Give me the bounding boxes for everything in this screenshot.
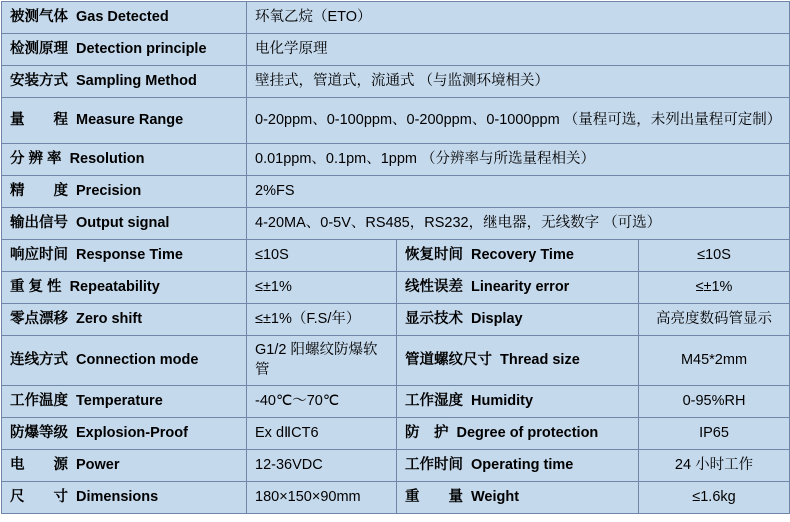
table-row [2, 450, 790, 482]
spec-label-cn: 检测原理 [10, 40, 68, 57]
spec-label-en: Repeatability [69, 278, 160, 295]
spec-label-en: Recovery Time [471, 246, 574, 263]
spec-label-cn: 响应时间 [10, 246, 68, 263]
spec-label-en: Power [76, 456, 120, 473]
spec-label-cell [2, 34, 247, 66]
spec-label-en: Connection mode [76, 351, 199, 368]
spec-label-en: Operating time [471, 456, 574, 473]
spec-label-en: Sampling Method [76, 72, 197, 89]
spec-value-cell: 24 小时工作 [639, 450, 790, 482]
spec-value-cell: 0.01ppm、0.1pm、1ppm （分辨率与所选量程相关） [247, 144, 790, 176]
spec-label-en: Resolution [69, 150, 145, 167]
spec-label-en: Response Time [76, 246, 183, 263]
specification-table [1, 1, 790, 514]
spec-label-en: Temperature [76, 392, 163, 409]
spec-label-cn: 安装方式 [10, 72, 68, 89]
table-row [2, 208, 790, 240]
spec-label-en: Zero shift [76, 310, 143, 327]
spec-value-cell: 高亮度数码管显示 [639, 304, 790, 336]
spec-label-cn: 尺 寸 [10, 488, 68, 505]
spec-label-en: Dimensions [76, 488, 159, 505]
spec-label-cn: 显示技术 [405, 310, 463, 327]
spec-label-en: Gas Detected [76, 8, 169, 25]
table-row [2, 2, 790, 34]
spec-label-cell [2, 176, 247, 208]
spec-label-cell [2, 66, 247, 98]
spec-label-cell [397, 418, 639, 450]
spec-label-en: Degree of protection [456, 424, 599, 441]
spec-value-cell: 180×150×90mm [247, 482, 397, 514]
spec-label-cell [2, 482, 247, 514]
spec-label-cell [2, 240, 247, 272]
specification-table-body [2, 2, 790, 514]
table-row [2, 304, 790, 336]
spec-value-cell: G1/2 阳螺纹防爆软管 [247, 336, 397, 386]
spec-value-cell: ≤1.6kg [639, 482, 790, 514]
spec-value-cell: ≤±1%（F.S/年） [247, 304, 397, 336]
spec-label-en: Display [471, 310, 523, 327]
spec-value-cell: ≤±1% [247, 272, 397, 304]
spec-label-cn: 重 量 [405, 488, 463, 505]
spec-label-cn: 管道螺纹尺寸 [405, 351, 492, 368]
spec-label-cell [397, 386, 639, 418]
spec-label-cn: 线性误差 [405, 278, 463, 295]
spec-label-cell [397, 304, 639, 336]
spec-value-cell: 4-20MA、0-5V、RS485，RS232，继电器，无线数字 （可选） [247, 208, 790, 240]
table-row [2, 144, 790, 176]
spec-label-cn: 工作时间 [405, 456, 463, 473]
spec-value-cell: 环氧乙烷（ETO） [247, 2, 790, 34]
spec-label-cn: 重 复 性 [10, 278, 62, 295]
spec-value-cell: 12-36VDC [247, 450, 397, 482]
spec-value-cell: 2%FS [247, 176, 790, 208]
table-row [2, 98, 790, 144]
spec-label-cn: 恢复时间 [405, 246, 463, 263]
spec-label-cn: 工作湿度 [405, 392, 463, 409]
spec-label-cell [2, 336, 247, 386]
spec-label-en: Linearity error [471, 278, 570, 295]
spec-value-cell: 电化学原理 [247, 34, 790, 66]
spec-label-en: Output signal [76, 214, 170, 231]
spec-label-cell [2, 418, 247, 450]
spec-label-cell [2, 98, 247, 144]
spec-label-en: Precision [76, 182, 142, 199]
spec-label-cell [2, 272, 247, 304]
spec-label-cell [2, 450, 247, 482]
spec-label-en: Measure Range [76, 111, 184, 128]
spec-label-cn: 量 程 [10, 111, 68, 128]
spec-label-cn: 零点漂移 [10, 310, 68, 327]
spec-value-cell: 0-20ppm、0-100ppm、0-200ppm、0-1000ppm （量程可选，未列出量程可定制） [247, 98, 790, 144]
spec-value-cell: -40℃～70℃ [247, 386, 397, 418]
spec-value-cell: Ex dⅡCT6 [247, 418, 397, 450]
spec-label-en: Thread size [500, 351, 580, 368]
spec-label-cell [2, 386, 247, 418]
spec-label-cn: 工作温度 [10, 392, 68, 409]
spec-label-cell [397, 272, 639, 304]
spec-label-cn: 防爆等级 [10, 424, 68, 441]
table-row [2, 386, 790, 418]
spec-value-cell: 0-95%RH [639, 386, 790, 418]
spec-label-cn: 输出信号 [10, 214, 68, 231]
spec-value-cell: IP65 [639, 418, 790, 450]
spec-label-cell [397, 240, 639, 272]
spec-label-en: Humidity [471, 392, 534, 409]
table-row [2, 482, 790, 514]
spec-label-cn: 防 护 [405, 424, 449, 441]
spec-label-cell [2, 208, 247, 240]
table-row [2, 66, 790, 98]
spec-value-cell: ≤±1% [639, 272, 790, 304]
spec-value-cell: ≤10S [639, 240, 790, 272]
table-row [2, 176, 790, 208]
table-row [2, 336, 790, 386]
table-row [2, 34, 790, 66]
spec-label-cn: 精 度 [10, 182, 68, 199]
spec-label-cell [2, 2, 247, 34]
spec-label-cell [2, 144, 247, 176]
table-row [2, 272, 790, 304]
spec-label-en: Weight [471, 488, 520, 505]
spec-label-cn: 电 源 [10, 456, 68, 473]
spec-value-cell: ≤10S [247, 240, 397, 272]
table-row [2, 418, 790, 450]
spec-label-cell [397, 450, 639, 482]
spec-label-cell [2, 304, 247, 336]
spec-label-cn: 分 辨 率 [10, 150, 62, 167]
spec-label-cn: 被测气体 [10, 8, 68, 25]
spec-value-cell: M45*2mm [639, 336, 790, 386]
spec-label-cn: 连线方式 [10, 351, 68, 368]
spec-label-en: Detection principle [76, 40, 207, 57]
spec-value-cell: 壁挂式，管道式，流通式 （与监测环境相关） [247, 66, 790, 98]
spec-label-cell [397, 336, 639, 386]
spec-label-cell [397, 482, 639, 514]
spec-label-en: Explosion-Proof [76, 424, 188, 441]
table-row [2, 240, 790, 272]
